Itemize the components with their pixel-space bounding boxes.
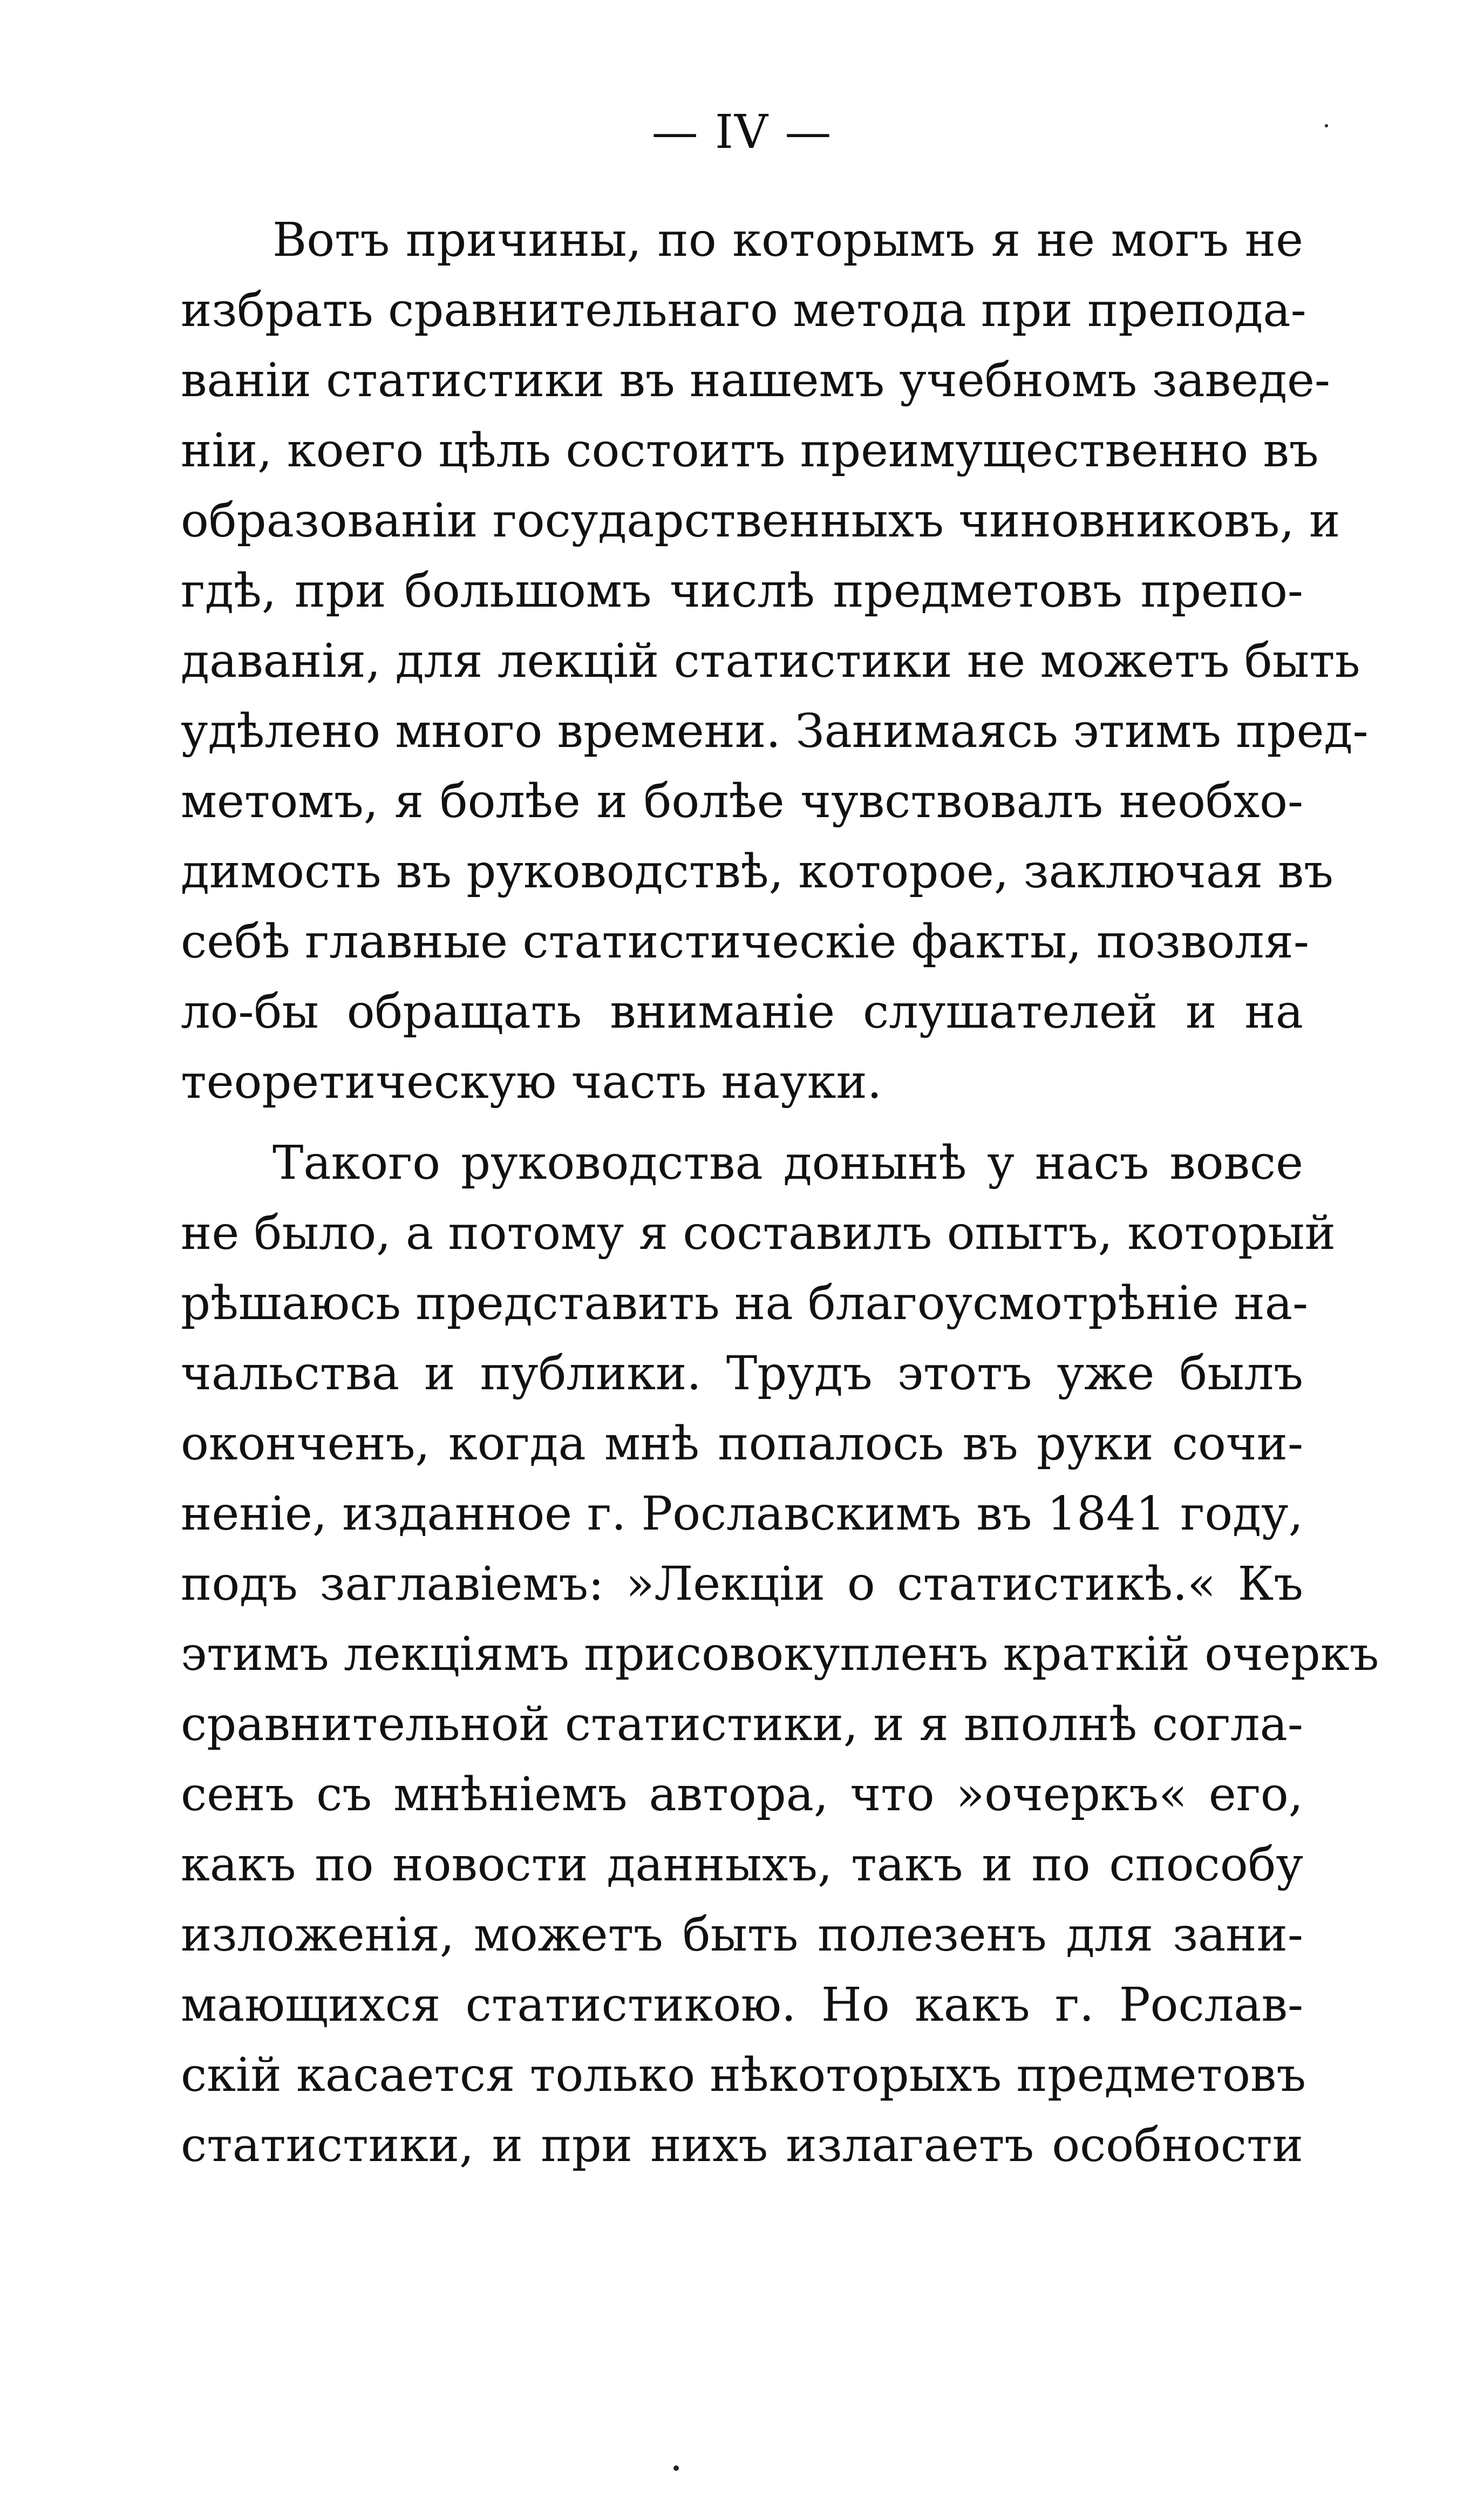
- page-number-header: — IV —: [651, 105, 833, 159]
- text-line: метомъ, я болѣе и болѣе чувствовалъ необхо-: [181, 775, 1303, 828]
- text-line: ніи, коего цѣль состоитъ преимущественно въ: [181, 424, 1319, 478]
- text-line: образованіи государственныхъ чиновниковъ, и: [181, 494, 1340, 548]
- text-line: мающихся статистикою. Но какъ г. Рослав-: [181, 1978, 1303, 2032]
- text-line: рѣшаюсь представить на благоусмотрѣніе на-: [181, 1276, 1309, 1330]
- text-line: удѣлено много времени. Занимаясь этимъ пред-: [181, 704, 1369, 758]
- text-line: сравнительной статистики, и я вполнѣ согла-: [181, 1697, 1303, 1751]
- text-line: теоретическую часть науки.: [181, 1055, 882, 1109]
- paragraph-1: [181, 205, 1369, 1117]
- paragraph-2: [181, 1128, 1379, 2180]
- text-line: ваніи статистики въ нашемъ учебномъ заведе-: [181, 354, 1330, 407]
- text-line: себѣ главные статистическіе факты, позволя-: [181, 915, 1309, 969]
- print-speck: [1325, 124, 1328, 127]
- text-line: не было, а потому я составилъ опытъ, который: [181, 1206, 1336, 1260]
- text-line: даванія, для лекцій статистики не можетъ быть: [181, 634, 1360, 688]
- text-line: Вотъ причины, по которымъ я не могъ не: [273, 213, 1303, 267]
- print-speck: [673, 2465, 679, 2471]
- text-line: сенъ съ мнѣніемъ автора, что »очеркъ« его,: [181, 1768, 1303, 1822]
- body-text: [181, 205, 1379, 2180]
- text-line: чальства и публики. Трудъ этотъ уже былъ: [181, 1347, 1303, 1401]
- paragraph-gap: [181, 1117, 1303, 1128]
- text-line: ло-бы обращать вниманіе слушателей и на: [181, 985, 1303, 1039]
- text-line: подъ заглавіемъ: »Лекціи о статистикѣ.« Къ: [181, 1557, 1303, 1611]
- text-line: димость въ руководствѣ, которое, заключая въ: [181, 845, 1333, 899]
- text-line: изложенія, можетъ быть полезенъ для зани-: [181, 1908, 1303, 1962]
- text-line: статистики, и при нихъ излагаетъ особности: [181, 2118, 1303, 2172]
- text-line: гдѣ, при большомъ числѣ предметовъ препо-: [181, 564, 1303, 618]
- text-line: избрать сравнительнаго метода при препода-: [181, 283, 1306, 337]
- text-line: скій касается только нѣкоторыхъ предметовъ: [181, 2048, 1306, 2102]
- text-line: этимъ лекціямъ присовокупленъ краткій очеркъ: [181, 1627, 1379, 1681]
- text-line: Такого руководства донынѣ у насъ вовсе: [273, 1136, 1303, 1190]
- text-line: какъ по новости данныхъ, такъ и по способу: [181, 1838, 1303, 1892]
- text-line: оконченъ, когда мнѣ попалось въ руки сочи-: [181, 1417, 1303, 1471]
- text-line: неніе, изданное г. Рославскимъ въ 1841 году,: [181, 1487, 1303, 1541]
